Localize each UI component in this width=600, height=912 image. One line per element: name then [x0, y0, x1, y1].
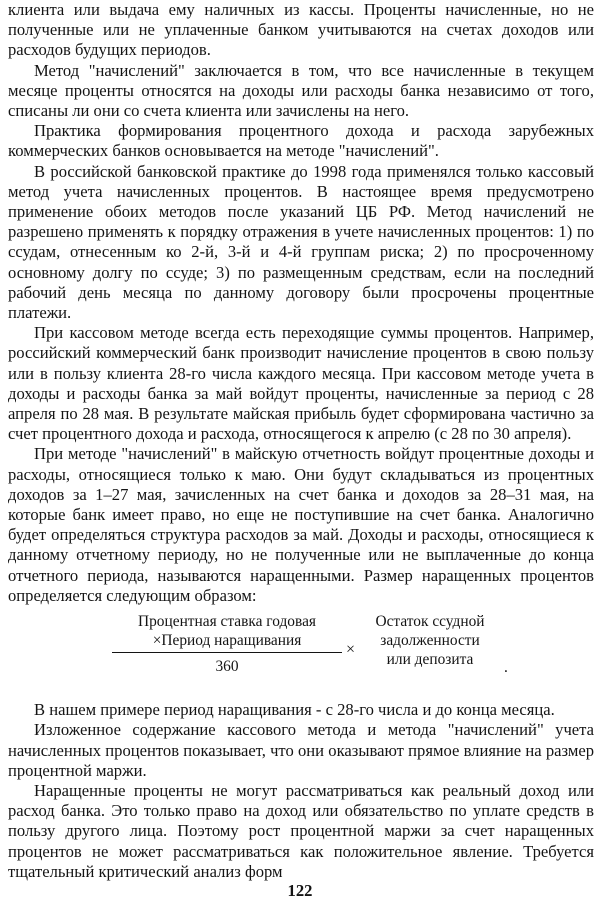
formula-denominator: 360	[215, 658, 239, 676]
formula-remainder-line1: Остаток ссудной	[375, 613, 485, 631]
formula-end-mark: .	[504, 659, 508, 677]
paragraph-example-period: В нашем примере период наращивания - с 28-го числа и до конца месяца.	[34, 700, 555, 720]
page-number: 122	[287, 881, 313, 900]
paragraph-cash-method: При кассовом методе всегда есть переходящие суммы процентов. Например, российский коммерческий банк производит начисление процентов в свою пользу или в пользу клиента 28-го числа каждого месяца. При кассовом методе учета в доходы и расходы банка за май войдут проценты, начисленные за период с 28 апреля по 28 мая. В результате майская прибыль будет сформирована частично за счет процентного дохода и расхода, относящегося к апрелю (с 28 по 30 апреля).	[8, 323, 594, 444]
accrued-interest-formula	[8, 612, 594, 696]
paragraph-russian-practice: В российской банковской практике до 1998 года применялся только кассовый метод учета начисленных процентов. В настоящее время предусмотрено применение обоих методов после указаний ЦБ РФ. Метод начислений не разрешено применять к порядку отражения в учете начисленных процентов: 1) по ссудам, отнесенным ко 2-й, 3-й и 4-й группам риска; 2) по просроченному основному долгу по ссуде; 3) по размещенным средствам, если на последний рабочий день месяца по данному договору были просрочены процентные платежи.	[8, 161, 594, 323]
formula-remainder	[364, 612, 496, 669]
body-text-bottom	[8, 700, 594, 882]
body-text-top	[8, 0, 594, 606]
paragraph-accrued-not-real: Наращенные проценты не могут рассматриваться как реальный доход или расход банка. Это только право на доход или обязательство по уплате средств в пользу другого лица. Поэтому рост процентной маржи за счет наращенных процентов не может рассматриваться как положительное явление. Требуется тщательный критический анализ форм	[8, 780, 594, 881]
formula-fraction	[112, 612, 342, 676]
paragraph-margin-impact: Изложенное содержание кассового метода и метода "начислений" учета начисленных процентов показывает, что они оказывают прямое влияние на размер процентной маржи.	[8, 720, 594, 780]
paragraph-foreign-practice: Практика формирования процентного дохода и расхода зарубежных коммерческих банков основывается на методе "начислений".	[8, 121, 594, 161]
book-page	[8, 0, 594, 882]
formula-remainder-line3: или депозита	[386, 651, 474, 669]
formula-remainder-line2: задолженности	[380, 632, 480, 650]
formula-numerator-period: ×Период наращивания	[152, 632, 302, 650]
paragraph-accrual-method: Метод "начислений" заключается в том, что все начисленные в текущем месяце проценты относятся на доходы или расходы банка независимо от того, списаны ли они со счета клиента или зачислены на него.	[8, 60, 594, 121]
formula-multiply-sign: ×	[346, 641, 356, 659]
formula-numerator-rate: Процентная ставка годовая	[138, 613, 316, 631]
fraction-bar	[112, 652, 342, 653]
paragraph-accrual-may: При методе "начислений" в майскую отчетность войдут процентные доходы и расходы, относящиеся только к маю. Они будут складываться из процентных доходов за 1–27 мая, зачисленных на счет банка и доходов за 28–31 мая, на которые банк имеет право, но еще не поступившие на счет банка. Аналогично будет определяться структура расходов за май. Доходы и расходы, относящиеся к данному отчетному периоду, но не полученные или не выплаченные до конца отчетного периода, называются наращенными. Размер наращенных процентов определяется следующим образом:	[8, 444, 594, 605]
paragraph-continuation: клиента или выдача ему наличных из кассы. Проценты начисленные, но не полученные или не уплаченные банком учитываются на счетах доходов или расходов будущих периодов.	[8, 0, 594, 60]
